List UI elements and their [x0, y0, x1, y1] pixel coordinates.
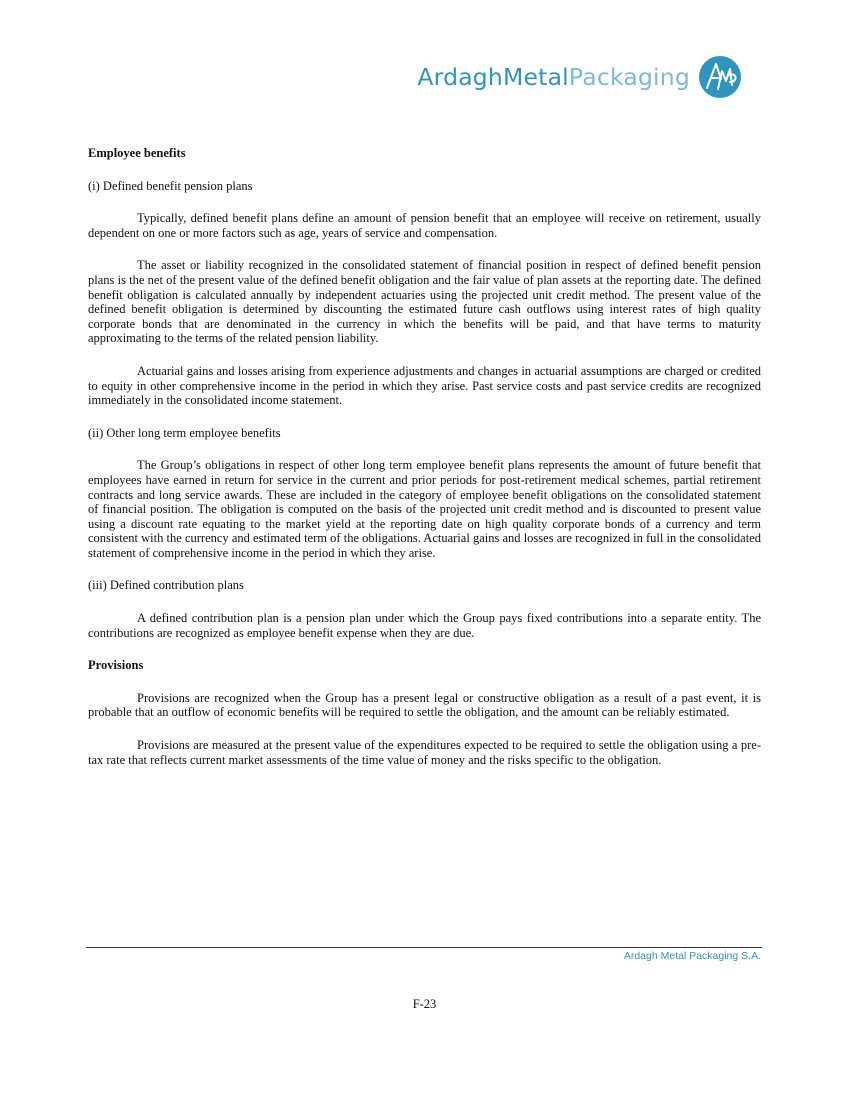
logo-word-ardagh: Ardagh: [417, 63, 504, 91]
document-body: [88, 146, 761, 785]
amp-logo-icon: [698, 55, 742, 99]
company-logo: [417, 55, 742, 99]
paragraph: The asset or liability recognized in the consolidated statement of financial position in respect of defined benefit pension plans is the net of the present value of the defined benefit obligation and the fair value of plan assets at the reporting date. The defined benefit obligation is calculated annually by independent actuaries using the projected unit credit method. The present value of the defined benefit obligation is determined by discounting the estimated future cash outflows using interest rates of high quality corporate bonds that are denominated in the currency in which the benefits will be paid, and that have terms to maturity approximating to the terms of the related pension liability.: [88, 258, 761, 346]
logo-word-packaging: Packaging: [568, 63, 690, 91]
footer-company-name: Ardagh Metal Packaging S.A.: [623, 950, 761, 962]
logo-word-metal: Metal: [503, 63, 569, 91]
paragraph: Provisions are recognized when the Group has a present legal or constructive obligation as a result of a past event, it is probable that an outflow of economic benefits will be required to settle the obligation, and the amount can be reliably estimated.: [88, 690, 761, 720]
subheading-other-long-term: (ii) Other long term employee benefits: [88, 425, 281, 440]
section-heading-provisions: Provisions: [88, 658, 144, 673]
paragraph: A defined contribution plan is a pension plan under which the Group pays fixed contributions into a separate entity. The contributions are recognized as employee benefit expense when they are due.: [88, 611, 761, 640]
subheading-defined-contribution: (iii) Defined contribution plans: [88, 578, 244, 593]
section-heading-employee-benefits: Employee benefits: [88, 146, 186, 160]
paragraph: Actuarial gains and losses arising from experience adjustments and changes in actuarial assumptions are charged or credited to equity in other comprehensive income in the period in which they arise. Past service costs and past service credits are recognized immediately in the consolidated income statement.: [88, 363, 761, 408]
footer-divider: [86, 947, 762, 948]
paragraph: Provisions are measured at the present value of the expenditures expected to be required to settle the obligation using a pre-tax rate that reflects current market assessments of the time value of money and the risks specific to the obligation.: [88, 738, 761, 767]
logo-wordmark: [417, 63, 690, 91]
paragraph: The Group’s obligations in respect of other long term employee benefit plans represents the amount of future benefit that employees have earned in return for service in the current and prior periods for post-retirement medical schemes, partial retirement contracts and long service awards. These are included in the category of employee benefit obligations on the consolidated statement of financial position. The obligation is computed on the basis of the projected unit credit method and is discounted to present value using a discount rate equating to the market yield at the reporting date on high quality corporate bonds of a currency and term consistent with the currency and estimated term of the obligations. Actuarial gains and losses are recognized in full in the consolidated statement of comprehensive income in the period in which they arise.: [88, 458, 761, 560]
subheading-defined-benefit: (i) Defined benefit pension plans: [88, 178, 253, 193]
page-number: F-23: [412, 997, 437, 1011]
paragraph: Typically, defined benefit plans define an amount of pension benefit that an employee will receive on retirement, usually dependent on one or more factors such as age, years of service and compensation.: [88, 211, 761, 240]
